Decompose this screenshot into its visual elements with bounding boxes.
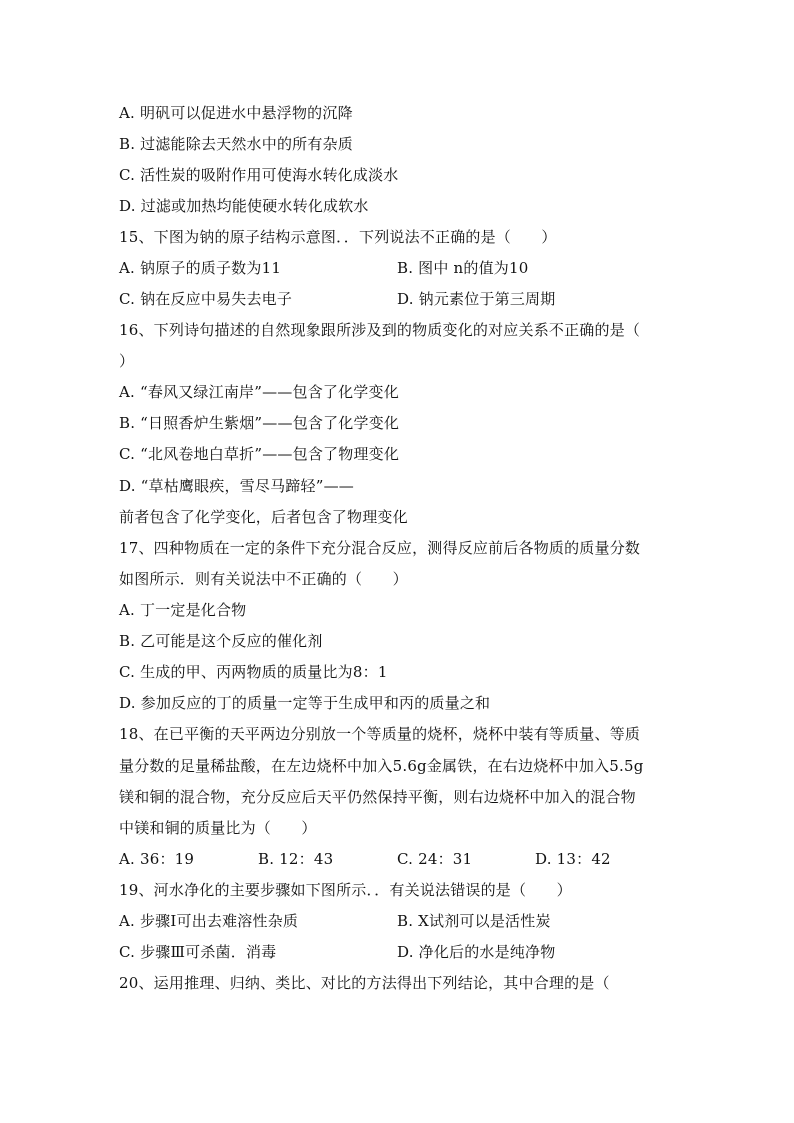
q19-option-b: B. X试剂可以是活性炭: [397, 912, 551, 930]
q17-stem-cont: 如图所示．则有关说法中不正确的（ ）: [119, 570, 408, 588]
q15-options-row1: [119, 258, 679, 278]
q18-stem-cont1: 量分数的足量稀盐酸，在左边烧杯中加入5.6g金属铁，在右边烧杯中加入5.5g: [119, 757, 644, 775]
q15-stem: 15、下图为钠的原子结构示意图．．下列说法不正确的是（ ）: [119, 228, 557, 246]
q15-option-c: C. 钠在反应中易失去电子: [119, 290, 293, 308]
q15-option-d: D. 钠元素位于第三周期: [397, 290, 556, 308]
q14-option-c: C. 活性炭的吸附作用可使海水转化成淡水: [119, 166, 399, 184]
q16-stem-cont: ）: [119, 352, 135, 370]
q17-stem: 17、四种物质在一定的条件下充分混合反应，测得反应前后各物质的质量分数: [119, 539, 641, 557]
q16-option-b: B. “日照香炉生紫烟”——包含了化学变化: [119, 414, 400, 432]
q17-option-b: B. 乙可能是这个反应的催化剂: [119, 632, 323, 650]
q19-options-row1: [119, 911, 679, 931]
q18-stem-cont2: 镁和铜的混合物，充分反应后天平仍然保持平衡，则右边烧杯中加入的混合物: [119, 788, 636, 806]
q14-option-a: A. 明矾可以促进水中悬浮物的沉降: [119, 104, 353, 122]
q14-option-d: D. 过滤或加热均能使硬水转化成软水: [119, 197, 369, 215]
q18-option-b: B. 12：43: [258, 850, 334, 868]
q19-option-d: D. 净化后的水是纯净物: [397, 943, 556, 961]
q17-option-d: D. 参加反应的丁的质量一定等于生成甲和丙的质量之和: [119, 694, 491, 712]
q16-option-c: C. “北风卷地白草折”——包含了物理变化: [119, 445, 400, 463]
q18-option-a: A. 36：19: [119, 850, 195, 868]
q20-stem: 20、运用推理、归纳、类比、对比的方法得出下列结论，其中合理的是（: [119, 974, 610, 992]
q19-option-a: A. 步骤Ⅰ可出去难溶性杂质: [119, 912, 299, 930]
q16-option-d-cont: 前者包含了化学变化，后者包含了物理变化: [119, 508, 408, 526]
q19-options-row2: [119, 942, 679, 962]
q15-option-a: A. 钠原子的质子数为11: [119, 259, 282, 277]
q16-stem: 16、下列诗句描述的自然现象跟所涉及到的物质变化的对应关系不正确的是（: [119, 321, 641, 339]
q19-option-c: C. 步骤Ⅲ可杀菌．消毒: [119, 943, 277, 961]
q14-option-b: B. 过滤能除去天然水中的所有杂质: [119, 135, 353, 153]
q18-option-c: C. 24：31: [397, 850, 473, 868]
q18-option-d: D. 13：42: [535, 850, 611, 868]
q17-option-c: C. 生成的甲、丙两物质的质量比为8：1: [119, 663, 388, 681]
q18-stem-cont3: 中镁和铜的质量比为（ ）: [119, 819, 317, 837]
q16-option-d: D. “草枯鹰眼疾，雪尽马蹄轻”——: [119, 477, 354, 495]
q15-option-b: B. 图中 n的值为10: [397, 259, 529, 277]
q19-stem: 19、河水净化的主要步骤如下图所示．．有关说法错误的是（ ）: [119, 881, 572, 899]
q18-stem: 18、在已平衡的天平两边分别放一个等质量的烧杯，烧杯中装有等质量、等质: [119, 725, 641, 743]
q17-option-a: A. 丁一定是化合物: [119, 601, 247, 619]
q15-options-row2: [119, 289, 679, 309]
q16-option-a: A. “春风又绿江南岸”——包含了化学变化: [119, 383, 399, 401]
